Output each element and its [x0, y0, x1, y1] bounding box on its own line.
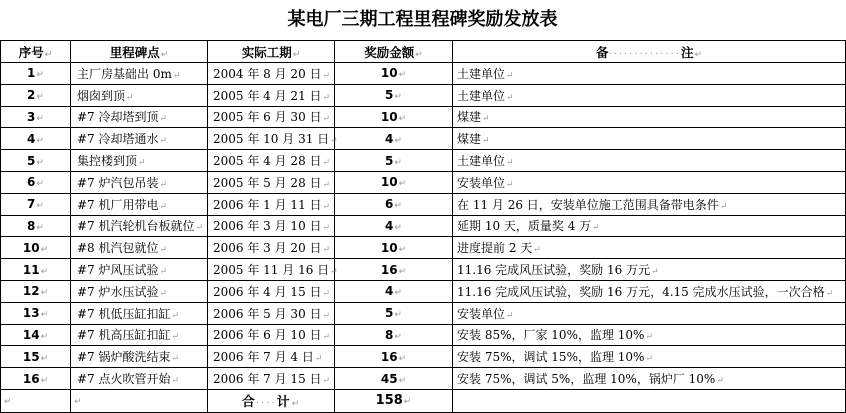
cell-milestone: #8 机汽包就位↵ — [71, 237, 208, 259]
cell-milestone: #7 冷却塔通水↵ — [71, 128, 208, 150]
cell-date: 2004 年 8 月 20 日↵ — [208, 63, 335, 85]
cell-milestone: #7 机汽轮机台板就位↵ — [71, 215, 208, 237]
cell-remark: 土建单位↵ — [453, 84, 846, 106]
cell-remark: 安装 75%，调试 15%，监理 10%↵ — [453, 346, 846, 368]
total-value: 158↵ — [335, 389, 453, 412]
cell-amount: 10↵ — [335, 171, 453, 193]
table-row — [1, 106, 846, 128]
cell-remark: 安装单位↵ — [453, 171, 846, 193]
header-milestone: 里程碑点↵ — [71, 41, 208, 63]
cell-amount: 16↵ — [335, 259, 453, 281]
cell-date: 2006 年 5 月 30 日↵ — [208, 302, 335, 324]
cell-date: 2005 年 4 月 28 日↵ — [208, 150, 335, 172]
cell-seq: 4↵ — [1, 128, 71, 150]
cell-milestone: 烟囱到顶↵ — [71, 84, 208, 106]
cell-date: 2006 年 4 月 15 日↵ — [208, 280, 335, 302]
cell-date: 2006 年 7 月 4 日↵ — [208, 346, 335, 368]
cell-date: 2005 年 5 月 28 日↵ — [208, 171, 335, 193]
table-row — [1, 346, 846, 368]
cell-amount: 10↵ — [335, 237, 453, 259]
cell-remark: 进度提前 2 天↵ — [453, 237, 846, 259]
cell-remark: 煤建↵ — [453, 106, 846, 128]
cell-seq: 12↵ — [1, 280, 71, 302]
cell-remark: 土建单位↵ — [453, 150, 846, 172]
cell-seq: 7↵ — [1, 193, 71, 215]
cell-seq: 14↵ — [1, 324, 71, 346]
table-row — [1, 259, 846, 281]
cell-date: 2006 年 1 月 11 日↵ — [208, 193, 335, 215]
cell-remark: 煤建↵ — [453, 128, 846, 150]
cell-amount: 16↵ — [335, 346, 453, 368]
cell-remark: 延期 10 天，质量奖 4 万↵ — [453, 215, 846, 237]
header-remark: 备··············注↵ — [453, 41, 846, 63]
cell-remark: 安装 85%，厂家 10%，监理 10%↵ — [453, 324, 846, 346]
table-row — [1, 63, 846, 85]
cell-date: 2005 年 10 月 31 日↵ — [208, 128, 335, 150]
cell-milestone: #7 机高压缸扣缸↵ — [71, 324, 208, 346]
total-remark-cell — [453, 389, 846, 412]
table-row — [1, 150, 846, 172]
cell-amount: 45↵ — [335, 368, 453, 390]
cell-seq: 3↵ — [1, 106, 71, 128]
cell-date: 2005 年 11 月 16 日↵ — [208, 259, 335, 281]
cell-milestone: #7 锅炉酸洗结束↵ — [71, 346, 208, 368]
cell-seq: 13↵ — [1, 302, 71, 324]
cell-seq: 16↵ — [1, 368, 71, 390]
cell-amount: 10↵ — [335, 63, 453, 85]
cell-seq: 2↵ — [1, 84, 71, 106]
cell-milestone: #7 机厂用带电↵ — [71, 193, 208, 215]
cell-date: 2005 年 6 月 30 日↵ — [208, 106, 335, 128]
cell-seq: 11↵ — [1, 259, 71, 281]
cell-amount: 4↵ — [335, 280, 453, 302]
reward-table — [0, 40, 846, 413]
cell-amount: 4↵ — [335, 128, 453, 150]
table-row — [1, 215, 846, 237]
total-milestone-cell: ↵ — [71, 389, 208, 412]
cell-date: 2006 年 3 月 20 日↵ — [208, 237, 335, 259]
table-row — [1, 302, 846, 324]
cell-amount: 5↵ — [335, 84, 453, 106]
cell-seq: 6↵ — [1, 171, 71, 193]
cell-seq: 5↵ — [1, 150, 71, 172]
table-row — [1, 368, 846, 390]
cell-remark: 安装 75%，调试 5%，监理 10%，锅炉厂 10%↵ — [453, 368, 846, 390]
cell-milestone: #7 机低压缸扣缸↵ — [71, 302, 208, 324]
cell-milestone: #7 冷却塔到顶↵ — [71, 106, 208, 128]
total-row — [1, 389, 846, 412]
cell-date: 2006 年 7 月 15 日↵ — [208, 368, 335, 390]
cell-milestone: #7 炉汽包吊装↵ — [71, 171, 208, 193]
table-row — [1, 280, 846, 302]
cell-milestone: 集控楼到顶↵ — [71, 150, 208, 172]
table-row — [1, 128, 846, 150]
header-date: 实际工期↵ — [208, 41, 335, 63]
cell-amount: 8↵ — [335, 324, 453, 346]
cell-amount: 5↵ — [335, 150, 453, 172]
document-title: 某电厂三期工程里程碑奖励发放表 — [287, 9, 558, 30]
cell-remark: 在 11 月 26 日，安装单位施工范围具备带电条件↵ — [453, 193, 846, 215]
cell-amount: 5↵ — [335, 302, 453, 324]
cell-milestone: 主厂房基础出 0m↵ — [71, 63, 208, 85]
total-label: 合····计↵ — [208, 389, 335, 412]
header-amount: 奖励金额↵ — [335, 41, 453, 63]
cell-remark: 11.16 完成风压试验，奖励 16 万元，4.15 完成水压试验，一次合格↵ — [453, 280, 846, 302]
cell-amount: 10↵ — [335, 106, 453, 128]
cell-milestone: #7 炉水压试验↵ — [71, 280, 208, 302]
table-row — [1, 324, 846, 346]
cell-milestone: #7 炉风压试验↵ — [71, 259, 208, 281]
table-row — [1, 171, 846, 193]
cell-remark: 安装单位↵ — [453, 302, 846, 324]
cell-amount: 6↵ — [335, 193, 453, 215]
table-row — [1, 84, 846, 106]
cell-date: 2006 年 3 月 10 日↵ — [208, 215, 335, 237]
cell-date: 2006 年 6 月 10 日↵ — [208, 324, 335, 346]
table-row — [1, 193, 846, 215]
cell-seq: 15↵ — [1, 346, 71, 368]
total-seq-cell: ↵ — [1, 389, 71, 412]
cell-amount: 4↵ — [335, 215, 453, 237]
cell-seq: 1↵ — [1, 63, 71, 85]
cell-remark: 11.16 完成风压试验，奖励 16 万元↵ — [453, 259, 846, 281]
cell-milestone: #7 点火吹管开始↵ — [71, 368, 208, 390]
header-seq: 序号↵ — [1, 41, 71, 63]
table-header-row — [1, 41, 846, 63]
cell-seq: 10↵ — [1, 237, 71, 259]
cell-date: 2005 年 4 月 21 日↵ — [208, 84, 335, 106]
cell-seq: 8↵ — [1, 215, 71, 237]
cell-remark: 土建单位↵ — [453, 63, 846, 85]
table-row — [1, 237, 846, 259]
